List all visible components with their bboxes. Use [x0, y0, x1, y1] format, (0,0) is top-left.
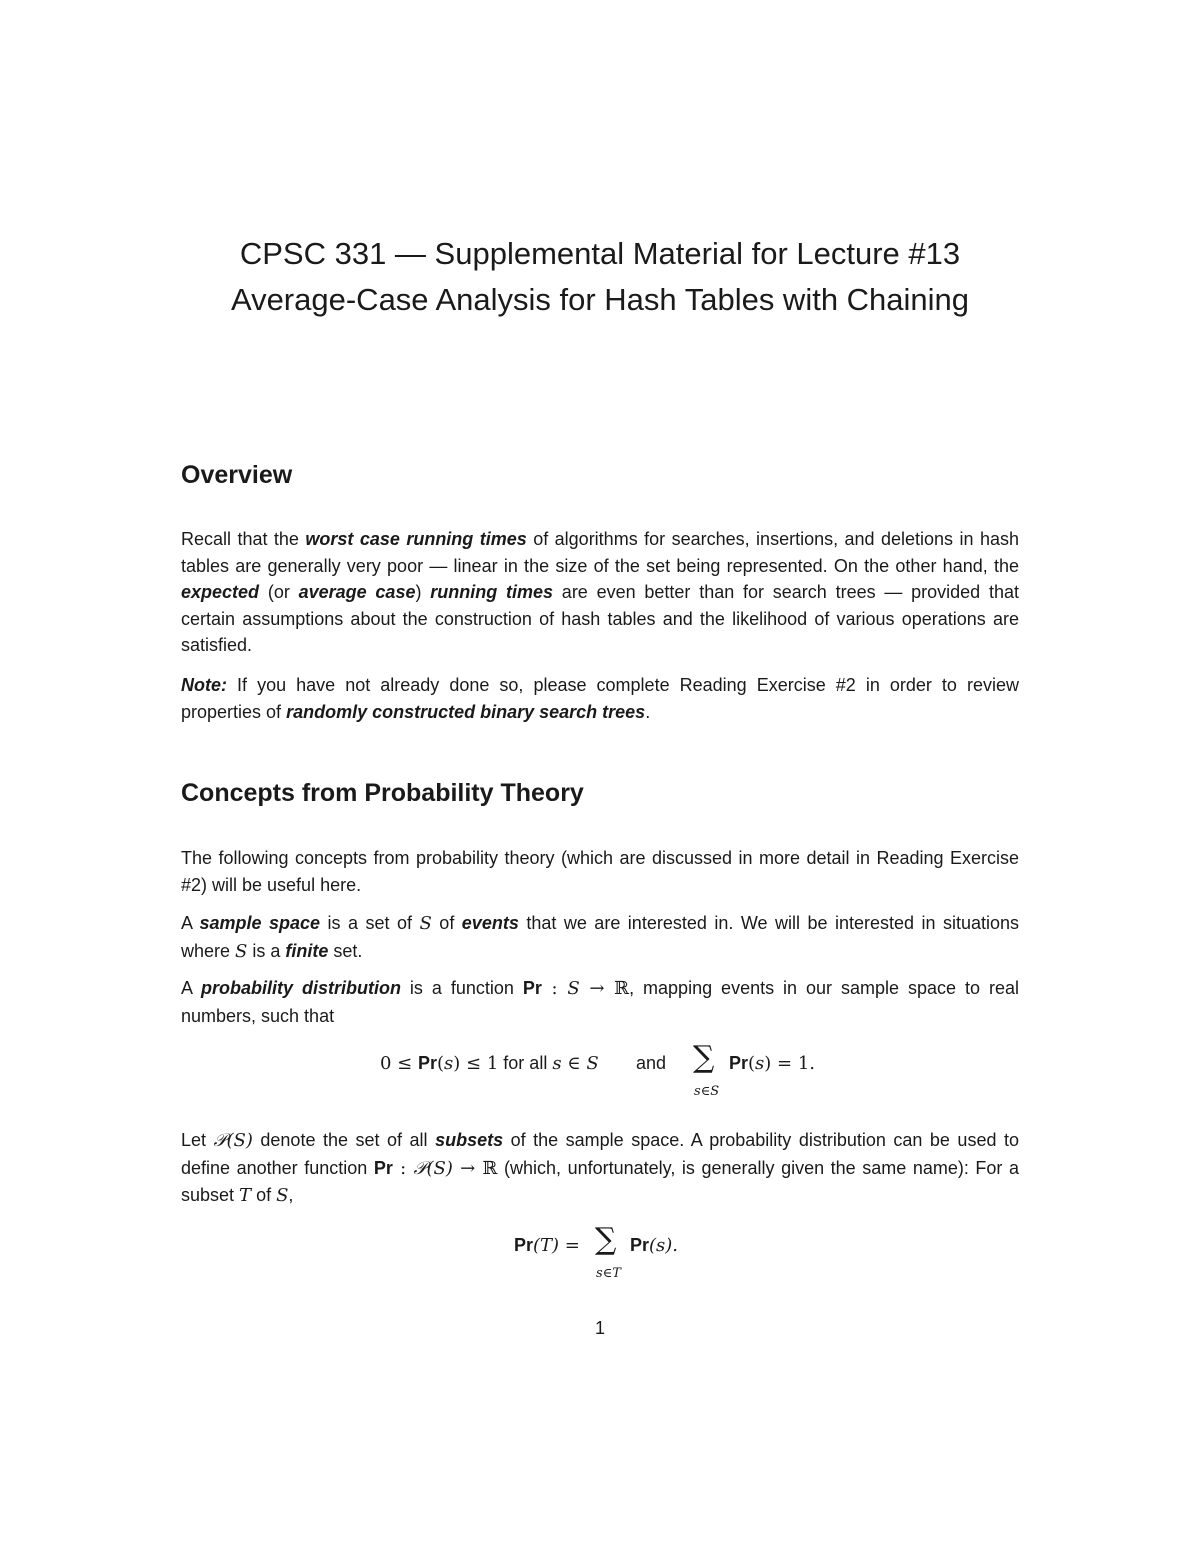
math-power-set: 𝒫(S)	[413, 1157, 453, 1179]
math-T-equals: (T) =	[533, 1235, 580, 1256]
text: Let	[181, 1130, 214, 1150]
emphasis-subsets: subsets	[435, 1130, 504, 1150]
math-S: S	[567, 978, 580, 999]
page-number: 1	[594, 1318, 605, 1338]
text: of	[431, 913, 462, 933]
emphasis-worst-case: worst case running times	[305, 529, 527, 549]
text: of the sample space. A probability distribution can be used to define another function	[181, 1130, 1019, 1178]
text: are even better than for search trees — provided that certain assumptions about the construction of hash tables and the likelihood of various operations are satisfied.	[181, 582, 1019, 656]
probability-distribution-paragraph	[181, 975, 1019, 1029]
summation-subscript: s∈T	[596, 1266, 621, 1281]
note-label: Note:	[181, 675, 227, 695]
math-reals: ℝ	[614, 978, 630, 999]
text: A	[181, 913, 200, 933]
math-s-paren: (s).	[649, 1235, 679, 1256]
equation-subset-probability-left	[514, 1236, 580, 1255]
emphasis-average-case: average case	[298, 582, 416, 603]
summation-symbol: ∑	[595, 1222, 617, 1257]
text: is a function	[400, 978, 523, 998]
concepts-intro-paragraph: The following concepts from probability theory (which are discussed in more detail in Reading Exercise #2) will be useful here.	[181, 848, 1019, 895]
text: Recall that the	[181, 529, 306, 549]
subsets-paragraph	[181, 1127, 1019, 1210]
emphasis-finite: finite	[285, 940, 329, 961]
math-pr: Pr	[514, 1235, 534, 1255]
text: of algorithms for searches, insertions, and deletions in hash tables are generally very poor — linear in the size of the set being represented. On the other hand, the	[181, 529, 1019, 576]
math-text: = 1.	[771, 1053, 816, 1074]
equation-and-word: and	[636, 1053, 667, 1073]
math-s: s	[444, 1053, 454, 1074]
math-arrow: →	[579, 978, 615, 999]
math-pr: Pr	[417, 1053, 437, 1073]
text: of	[251, 1185, 277, 1206]
math-pr: Pr	[630, 1235, 650, 1255]
text: for all	[498, 1053, 553, 1073]
math-T: T	[239, 1185, 252, 1207]
math-pr: Pr	[373, 1157, 393, 1178]
math-S: S	[276, 1185, 289, 1207]
text: denote the set of all	[252, 1130, 436, 1150]
emphasis-expected: expected	[181, 582, 260, 603]
emphasis-events: events	[461, 913, 519, 933]
document-title-line1: CPSC 331 — Supplemental Material for Lecture #13	[239, 236, 961, 271]
math-s: s	[755, 1053, 765, 1074]
text: is a	[247, 940, 286, 961]
equation-probability-bounds	[380, 1054, 599, 1073]
math-membership: s ∈ S	[552, 1053, 599, 1074]
math-text: 0 ≤	[380, 1053, 418, 1074]
math-text: )	[453, 1053, 461, 1074]
note-paragraph	[181, 672, 1019, 725]
math-text: (	[437, 1053, 445, 1074]
math-arrow: →	[452, 1157, 483, 1179]
concepts-heading: Concepts from Probability Theory	[181, 779, 584, 807]
math-S: S	[235, 940, 248, 962]
text: (or	[259, 582, 299, 603]
text: )	[415, 582, 431, 603]
document-title-line2: Average-Case Analysis for Hash Tables with Chaining	[230, 282, 970, 317]
math-text: ≤ 1	[460, 1053, 499, 1074]
math-text: )	[764, 1053, 772, 1074]
math-pr: Pr	[522, 978, 542, 998]
equation-sum-body	[729, 1054, 815, 1073]
overview-paragraph	[181, 526, 1019, 659]
math-pr: Pr	[729, 1053, 749, 1073]
equation-subset-probability-right	[630, 1236, 678, 1255]
summation-symbol: ∑	[693, 1040, 715, 1075]
text: A	[181, 978, 201, 998]
text: that we are interested in. We will be interested in situations where	[181, 913, 1019, 961]
math-text: (	[748, 1053, 756, 1074]
text: If you have not already done so, please complete Reading Exercise #2 in order to review properties of	[181, 675, 1019, 722]
text: set.	[328, 940, 363, 961]
summation-subscript: s∈S	[694, 1084, 720, 1099]
text: , mapping events in our sample space to real numbers, such that	[181, 978, 1019, 1026]
overview-heading: Overview	[181, 461, 293, 489]
text: is a set of	[320, 913, 420, 933]
math-colon: :	[541, 978, 568, 999]
math-power-set: 𝒫(S)	[213, 1130, 253, 1151]
math-reals: ℝ	[482, 1157, 498, 1179]
sample-space-paragraph	[181, 910, 1019, 965]
emphasis-sample-space: sample space	[199, 913, 321, 933]
text: .	[645, 701, 651, 722]
text: (which, unfortunately, is generally given the same name): For a subset	[181, 1157, 1019, 1206]
math-colon: :	[392, 1157, 414, 1179]
emphasis-random-bst: randomly constructed binary search trees	[286, 701, 646, 722]
emphasis-running-times: running times	[430, 582, 554, 603]
emphasis-probability-distribution: probability distribution	[200, 978, 401, 998]
text: ,	[288, 1185, 294, 1206]
math-S: S	[419, 913, 432, 934]
